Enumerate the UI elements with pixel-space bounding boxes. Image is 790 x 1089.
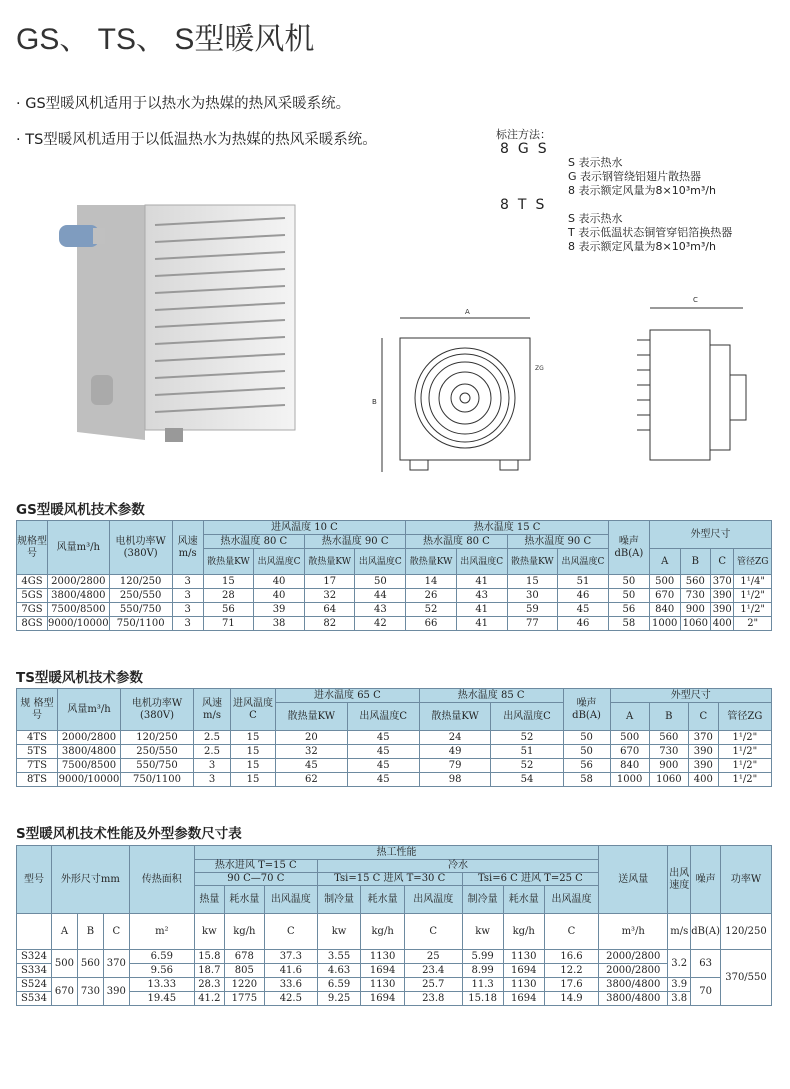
table-cell: 390 bbox=[711, 589, 734, 603]
gs-h-model: 规格型号 bbox=[17, 521, 48, 575]
table-cell: 15 bbox=[231, 731, 276, 745]
table-cell: 38 bbox=[254, 617, 305, 631]
table-cell: 58 bbox=[608, 617, 649, 631]
ts-h-speed: 风速m/s bbox=[194, 689, 231, 731]
table-cell: 52 bbox=[491, 759, 563, 773]
table-cell: 42 bbox=[355, 617, 406, 631]
table-cell: 2" bbox=[734, 617, 772, 631]
gs-h-heat: 散热量KW bbox=[304, 549, 355, 575]
table-cell: 77 bbox=[507, 617, 558, 631]
gs-h-out: 出风温度C bbox=[558, 549, 609, 575]
s-unit-kw: kw bbox=[462, 914, 503, 950]
table-cell: 54 bbox=[491, 773, 563, 787]
table-row bbox=[17, 731, 772, 745]
table-cell: 1¹/2" bbox=[718, 773, 771, 787]
s-unit-kgh: kg/h bbox=[224, 914, 264, 950]
table-cell: 500 bbox=[610, 731, 649, 745]
table-cell: 550/750 bbox=[121, 759, 194, 773]
s-unit-area: m² bbox=[129, 914, 194, 950]
table-cell: 2.5 bbox=[194, 731, 231, 745]
table-cell: 26 bbox=[406, 589, 457, 603]
table-cell: 12.2 bbox=[544, 964, 598, 978]
table-cell: 28 bbox=[203, 589, 254, 603]
s-h-water: 耗水量 bbox=[361, 886, 405, 914]
table-cell: 41.6 bbox=[264, 964, 317, 978]
gs-h-t80a: 热水温度 80 C bbox=[203, 535, 304, 549]
table-cell: 1060 bbox=[649, 773, 688, 787]
gs-table-title: GS型暖风机技术参数 bbox=[16, 502, 145, 518]
table-cell: 9.56 bbox=[129, 964, 194, 978]
table-cell: 390 bbox=[688, 759, 718, 773]
table-cell: 670 bbox=[610, 745, 649, 759]
s-h-water: 耗水量 bbox=[503, 886, 544, 914]
gs-h-speed: 风速m/s bbox=[172, 521, 203, 575]
ts-h-air: 风量m³/h bbox=[58, 689, 121, 731]
table-cell: 51 bbox=[491, 745, 563, 759]
notation-block bbox=[496, 128, 786, 254]
s-unit-c: C bbox=[544, 914, 598, 950]
table-cell: 1694 bbox=[503, 992, 544, 1006]
s-unit-power: 120/250 bbox=[721, 914, 772, 950]
table-cell: 9.25 bbox=[317, 992, 361, 1006]
table-cell: 400 bbox=[688, 773, 718, 787]
table-cell: 15.18 bbox=[462, 992, 503, 1006]
gs-h-out: 出风温度C bbox=[456, 549, 507, 575]
table-cell: 400 bbox=[711, 617, 734, 631]
table-cell: 18.7 bbox=[194, 964, 224, 978]
table-row-model: 8GS bbox=[17, 617, 48, 631]
s-unit-a: A bbox=[52, 914, 78, 950]
ts-h-hw85: 热水温度 85 C bbox=[419, 689, 563, 703]
notation-line: S 表示热水 bbox=[568, 212, 623, 225]
table-cell: 1694 bbox=[361, 992, 405, 1006]
table-cell: 750/1100 bbox=[121, 773, 194, 787]
table-cell: 560 bbox=[680, 575, 711, 589]
gs-h-dim: 外型尺寸 bbox=[649, 521, 771, 549]
s-unit-kw: kw bbox=[194, 914, 224, 950]
table-cell: 370 bbox=[688, 731, 718, 745]
table-cell: 41 bbox=[456, 617, 507, 631]
table-cell: 14 bbox=[406, 575, 457, 589]
s-dim-c: 390 bbox=[103, 978, 129, 1006]
label-a: A bbox=[465, 308, 470, 316]
s-h-cold: 冷水 bbox=[317, 860, 598, 873]
s-unit-db: dB(A) bbox=[691, 914, 721, 950]
gs-h-hw: 热水温度 15 C bbox=[406, 521, 609, 535]
table-cell: 250/550 bbox=[121, 745, 194, 759]
table-cell: 3800/4800 bbox=[599, 978, 668, 992]
s-unit-kgh: kg/h bbox=[361, 914, 405, 950]
ts-spec-table bbox=[16, 688, 772, 787]
gs-h-heat: 散热量KW bbox=[406, 549, 457, 575]
table-cell: 3.55 bbox=[317, 950, 361, 964]
s-h-area: 传热面积 bbox=[129, 846, 194, 914]
ts-h-heat: 散热量KW bbox=[419, 703, 491, 731]
table-cell: 15 bbox=[231, 773, 276, 787]
table-cell: 7500/8500 bbox=[48, 603, 110, 617]
table-row bbox=[17, 759, 772, 773]
s-unit-blank bbox=[17, 914, 52, 950]
s-h-speed: 出风速度 bbox=[668, 846, 691, 914]
table-cell: 28.3 bbox=[194, 978, 224, 992]
table-row bbox=[17, 589, 772, 603]
table-cell: 41 bbox=[456, 575, 507, 589]
s-unit-c: C bbox=[264, 914, 317, 950]
s-unit-b: B bbox=[77, 914, 103, 950]
table-cell: 3 bbox=[194, 759, 231, 773]
table-cell: 51 bbox=[558, 575, 609, 589]
table-cell: 13.33 bbox=[129, 978, 194, 992]
table-cell: 50 bbox=[608, 589, 649, 603]
table-cell: 62 bbox=[276, 773, 348, 787]
table-cell: 32 bbox=[276, 745, 348, 759]
s-h-hot2: 90 C—70 C bbox=[194, 873, 317, 886]
ts-h-a: A bbox=[610, 703, 649, 731]
gs-h-in: 进风温度 10 C bbox=[203, 521, 406, 535]
ts-h-b: B bbox=[649, 703, 688, 731]
table-cell: 840 bbox=[649, 603, 680, 617]
table-cell: 1¹/2" bbox=[734, 603, 772, 617]
heater-product-image bbox=[55, 200, 310, 445]
s-h-c1: Tsi=15 C 进风 T=30 C bbox=[317, 873, 462, 886]
s-spec-table bbox=[16, 845, 772, 1006]
ts-h-zg: 管径ZG bbox=[718, 703, 771, 731]
table-cell: 500 bbox=[649, 575, 680, 589]
table-cell: 1000 bbox=[610, 773, 649, 787]
bullet-gs: · GS型暖风机适用于以热水为热媒的热风采暖系统。 bbox=[16, 96, 351, 112]
s-h-model: 型号 bbox=[17, 846, 52, 914]
table-cell: 3 bbox=[172, 603, 203, 617]
table-row-model: S524 bbox=[17, 978, 52, 992]
s-h-hot: 热水进风 T=15 C bbox=[194, 860, 317, 873]
s-h-water: 耗水量 bbox=[224, 886, 264, 914]
table-cell: 50 bbox=[563, 745, 610, 759]
table-cell: 17 bbox=[304, 575, 355, 589]
s-h-heat: 热量 bbox=[194, 886, 224, 914]
ts-h-power: 电机功率W (380V) bbox=[121, 689, 194, 731]
table-cell: 900 bbox=[680, 603, 711, 617]
table-row-model: 4TS bbox=[17, 731, 58, 745]
s-speed: 3.2 bbox=[668, 950, 691, 978]
table-cell: 550/750 bbox=[109, 603, 172, 617]
s-dim-c: 370 bbox=[103, 950, 129, 978]
table-row-model: 7TS bbox=[17, 759, 58, 773]
gs-h-t90b: 热水温度 90 C bbox=[507, 535, 608, 549]
notation-line: 8 表示额定风量为8×10³m³/h bbox=[568, 240, 716, 253]
table-cell: 2000/2800 bbox=[599, 964, 668, 978]
table-cell: 43 bbox=[355, 603, 406, 617]
table-cell: 23.4 bbox=[404, 964, 462, 978]
table-cell: 250/550 bbox=[109, 589, 172, 603]
s-dim-a: 670 bbox=[52, 978, 78, 1006]
table-cell: 1¹/4" bbox=[734, 575, 772, 589]
table-row bbox=[17, 617, 772, 631]
table-cell: 3 bbox=[172, 617, 203, 631]
table-cell: 1130 bbox=[503, 950, 544, 964]
ts-h-noise: 噪声dB(A) bbox=[563, 689, 610, 731]
ts-h-in65: 进水温度 65 C bbox=[276, 689, 420, 703]
s-power: 370/550 bbox=[721, 950, 772, 1006]
table-cell: 42.5 bbox=[264, 992, 317, 1006]
gs-h-c: C bbox=[711, 549, 734, 575]
bullet-ts: · TS型暖风机适用于以低温热水为热媒的热风采暖系统。 bbox=[16, 132, 377, 148]
gs-spec-table bbox=[16, 520, 772, 631]
s-dim-a: 500 bbox=[52, 950, 78, 978]
table-cell: 900 bbox=[649, 759, 688, 773]
s-speed: 3.9 bbox=[668, 978, 691, 992]
s-h-perf: 热工性能 bbox=[194, 846, 598, 860]
table-cell: 16.6 bbox=[544, 950, 598, 964]
table-cell: 46 bbox=[558, 589, 609, 603]
table-cell: 37.3 bbox=[264, 950, 317, 964]
table-row bbox=[17, 745, 772, 759]
table-cell: 1130 bbox=[503, 978, 544, 992]
table-cell: 11.3 bbox=[462, 978, 503, 992]
table-cell: 58 bbox=[563, 773, 610, 787]
table-cell: 1¹/2" bbox=[718, 745, 771, 759]
table-cell: 56 bbox=[563, 759, 610, 773]
front-view-drawing bbox=[370, 300, 570, 480]
table-row-model: 4GS bbox=[17, 575, 48, 589]
table-cell: 32 bbox=[304, 589, 355, 603]
table-cell: 6.59 bbox=[317, 978, 361, 992]
table-cell: 1775 bbox=[224, 992, 264, 1006]
table-cell: 82 bbox=[304, 617, 355, 631]
table-cell: 370 bbox=[711, 575, 734, 589]
table-cell: 43 bbox=[456, 589, 507, 603]
table-cell: 98 bbox=[419, 773, 491, 787]
table-row-model: S534 bbox=[17, 992, 52, 1006]
table-cell: 25 bbox=[404, 950, 462, 964]
s-h-dim: 外形尺寸mm bbox=[52, 846, 130, 914]
table-cell: 15 bbox=[231, 745, 276, 759]
s-noise: 70 bbox=[691, 978, 721, 1006]
s-speed: 3.8 bbox=[668, 992, 691, 1006]
s-h-c2: Tsi=6 C 进风 T=25 C bbox=[462, 873, 599, 886]
table-cell: 730 bbox=[680, 589, 711, 603]
table-cell: 1694 bbox=[503, 964, 544, 978]
table-cell: 3 bbox=[172, 589, 203, 603]
table-cell: 44 bbox=[355, 589, 406, 603]
table-cell: 9000/10000 bbox=[48, 617, 109, 629]
ts-h-model: 规 格型 号 bbox=[17, 689, 58, 731]
table-cell: 45 bbox=[347, 759, 419, 773]
ts-h-c: C bbox=[688, 703, 718, 731]
s-dim-b: 730 bbox=[77, 978, 103, 1006]
table-cell: 4.63 bbox=[317, 964, 361, 978]
table-cell: 45 bbox=[276, 759, 348, 773]
table-cell: 45 bbox=[347, 773, 419, 787]
gs-h-t90a: 热水温度 90 C bbox=[304, 535, 405, 549]
table-cell: 45 bbox=[347, 731, 419, 745]
table-row-model: 5GS bbox=[17, 589, 48, 603]
table-cell: 7500/8500 bbox=[58, 759, 121, 773]
s-h-cool: 制冷量 bbox=[462, 886, 503, 914]
gs-h-noise: 噪声dB(A) bbox=[608, 521, 649, 575]
table-cell: 2000/2800 bbox=[599, 950, 668, 964]
notation-line: S 表示热水 bbox=[568, 156, 623, 169]
table-cell: 9000/10000 bbox=[58, 773, 120, 785]
label-zg: ZG bbox=[535, 365, 544, 372]
table-cell: 8.99 bbox=[462, 964, 503, 978]
notation-code-gs: 8GS bbox=[500, 141, 556, 157]
table-cell: 3800/4800 bbox=[48, 589, 110, 603]
table-cell: 670 bbox=[649, 589, 680, 603]
gs-h-zg: 管径ZG bbox=[734, 549, 772, 575]
s-h-power: 功率W bbox=[721, 846, 772, 914]
table-cell: 1¹/2" bbox=[718, 731, 771, 745]
table-cell: 390 bbox=[711, 603, 734, 617]
table-cell: 15.8 bbox=[194, 950, 224, 964]
table-cell: 50 bbox=[608, 575, 649, 589]
gs-h-power: 电机功率W (380V) bbox=[109, 521, 172, 575]
notation-line: G 表示钢管绕铝翅片散热器 bbox=[568, 170, 702, 183]
table-cell: 23.8 bbox=[404, 992, 462, 1006]
table-cell: 2000/2800 bbox=[58, 731, 121, 745]
gs-h-b: B bbox=[680, 549, 711, 575]
ts-table-title: TS型暖风机技术参数 bbox=[16, 670, 143, 686]
s-unit-kgh: kg/h bbox=[503, 914, 544, 950]
table-cell: 56 bbox=[608, 603, 649, 617]
s-h-airflow: 送风量 bbox=[599, 846, 668, 914]
table-cell: 1220 bbox=[224, 978, 264, 992]
ts-h-out: 出风温度C bbox=[491, 703, 563, 731]
table-cell: 730 bbox=[649, 745, 688, 759]
ts-h-dim: 外型尺寸 bbox=[610, 689, 771, 703]
table-cell: 46 bbox=[558, 617, 609, 631]
s-noise: 63 bbox=[691, 950, 721, 978]
gs-h-a: A bbox=[649, 549, 680, 575]
label-b: B bbox=[372, 398, 377, 406]
table-cell: 1000 bbox=[649, 617, 680, 631]
table-cell: 39 bbox=[254, 603, 305, 617]
table-row-model: S324 bbox=[17, 950, 52, 964]
table-cell: 64 bbox=[304, 603, 355, 617]
side-view-drawing bbox=[625, 290, 755, 475]
table-cell: 560 bbox=[649, 731, 688, 745]
table-cell: 59 bbox=[507, 603, 558, 617]
notation-code-ts: 8TS bbox=[500, 197, 554, 213]
table-cell: 5.99 bbox=[462, 950, 503, 964]
table-cell: 71 bbox=[203, 617, 254, 631]
table-cell: 3800/4800 bbox=[58, 745, 121, 759]
table-row bbox=[17, 575, 772, 589]
table-cell: 50 bbox=[563, 731, 610, 745]
table-cell: 1694 bbox=[361, 964, 405, 978]
table-cell: 15 bbox=[231, 759, 276, 773]
gs-h-heat: 散热量KW bbox=[507, 549, 558, 575]
table-row bbox=[17, 603, 772, 617]
s-h-noise: 噪声 bbox=[691, 846, 721, 914]
gs-h-t80b: 热水温度 80 C bbox=[406, 535, 507, 549]
s-unit-ms: m/s bbox=[668, 914, 691, 950]
table-cell: 678 bbox=[224, 950, 264, 964]
gs-h-out: 出风温度C bbox=[355, 549, 406, 575]
table-cell: 390 bbox=[688, 745, 718, 759]
table-cell: 40 bbox=[254, 589, 305, 603]
s-h-out: 出风温度 bbox=[404, 886, 462, 914]
s-h-out: 出风温度 bbox=[544, 886, 598, 914]
s-unit-c: C bbox=[103, 914, 129, 950]
notation-line: 8 表示额定风量为8×10³m³/h bbox=[568, 184, 716, 197]
s-h-cool: 制冷量 bbox=[317, 886, 361, 914]
table-cell: 66 bbox=[406, 617, 457, 631]
table-cell: 120/250 bbox=[109, 575, 172, 589]
table-row-model: 7GS bbox=[17, 603, 48, 617]
ts-h-intemp: 进风温度C bbox=[231, 689, 276, 731]
table-cell: 56 bbox=[203, 603, 254, 617]
table-cell: 15 bbox=[203, 575, 254, 589]
table-cell: 120/250 bbox=[121, 731, 194, 745]
gs-h-air: 风量m³/h bbox=[48, 521, 110, 575]
s-h-out: 出风温度 bbox=[264, 886, 317, 914]
ts-h-heat: 散热量KW bbox=[276, 703, 348, 731]
table-cell: 6.59 bbox=[129, 950, 194, 964]
ts-h-out: 出风温度C bbox=[347, 703, 419, 731]
table-cell: 52 bbox=[491, 731, 563, 745]
table-cell: 15 bbox=[507, 575, 558, 589]
s-dim-b: 560 bbox=[77, 950, 103, 978]
table-cell: 1130 bbox=[361, 978, 405, 992]
table-cell: 25.7 bbox=[404, 978, 462, 992]
table-cell: 14.9 bbox=[544, 992, 598, 1006]
gs-h-out: 出风温度C bbox=[254, 549, 305, 575]
table-cell: 3800/4800 bbox=[599, 992, 668, 1006]
table-cell: 805 bbox=[224, 964, 264, 978]
table-cell: 41.2 bbox=[194, 992, 224, 1006]
s-unit-kw: kw bbox=[317, 914, 361, 950]
table-cell: 2.5 bbox=[194, 745, 231, 759]
table-cell: 30 bbox=[507, 589, 558, 603]
table-cell: 33.6 bbox=[264, 978, 317, 992]
table-cell: 79 bbox=[419, 759, 491, 773]
table-cell: 19.45 bbox=[129, 992, 194, 1006]
table-cell: 1¹/2" bbox=[718, 759, 771, 773]
table-cell: 40 bbox=[254, 575, 305, 589]
notation-line: T 表示低温状态铜管穿铝箔换热器 bbox=[568, 226, 733, 239]
table-row-model: 8TS bbox=[17, 773, 58, 787]
table-cell: 49 bbox=[419, 745, 491, 759]
label-c: C bbox=[693, 296, 698, 304]
notation-heading: 标注方法： bbox=[496, 128, 551, 141]
table-row bbox=[17, 773, 772, 787]
table-cell: 1¹/2" bbox=[734, 589, 772, 603]
s-unit-c: C bbox=[404, 914, 462, 950]
table-cell: 17.6 bbox=[544, 978, 598, 992]
table-cell: 52 bbox=[406, 603, 457, 617]
page-title: GS、 TS、 S型暖风机 bbox=[16, 23, 315, 56]
s-table-title: S型暖风机技术性能及外型参数尺寸表 bbox=[16, 826, 242, 842]
gs-h-heat: 散热量KW bbox=[203, 549, 254, 575]
table-cell: 1130 bbox=[361, 950, 405, 964]
table-cell: 41 bbox=[456, 603, 507, 617]
table-row-model: 5TS bbox=[17, 745, 58, 759]
table-cell: 750/1100 bbox=[109, 617, 172, 631]
table-cell: 45 bbox=[347, 745, 419, 759]
table-cell: 840 bbox=[610, 759, 649, 773]
table-cell: 3 bbox=[194, 773, 231, 787]
table-cell: 20 bbox=[276, 731, 348, 745]
table-cell: 45 bbox=[558, 603, 609, 617]
table-cell: 1060 bbox=[680, 617, 711, 631]
table-cell: 50 bbox=[355, 575, 406, 589]
table-row-model: S334 bbox=[17, 964, 52, 978]
table-cell: 3 bbox=[172, 575, 203, 589]
s-unit-m3h: m³/h bbox=[599, 914, 668, 950]
table-cell: 24 bbox=[419, 731, 491, 745]
table-cell: 2000/2800 bbox=[48, 575, 110, 589]
